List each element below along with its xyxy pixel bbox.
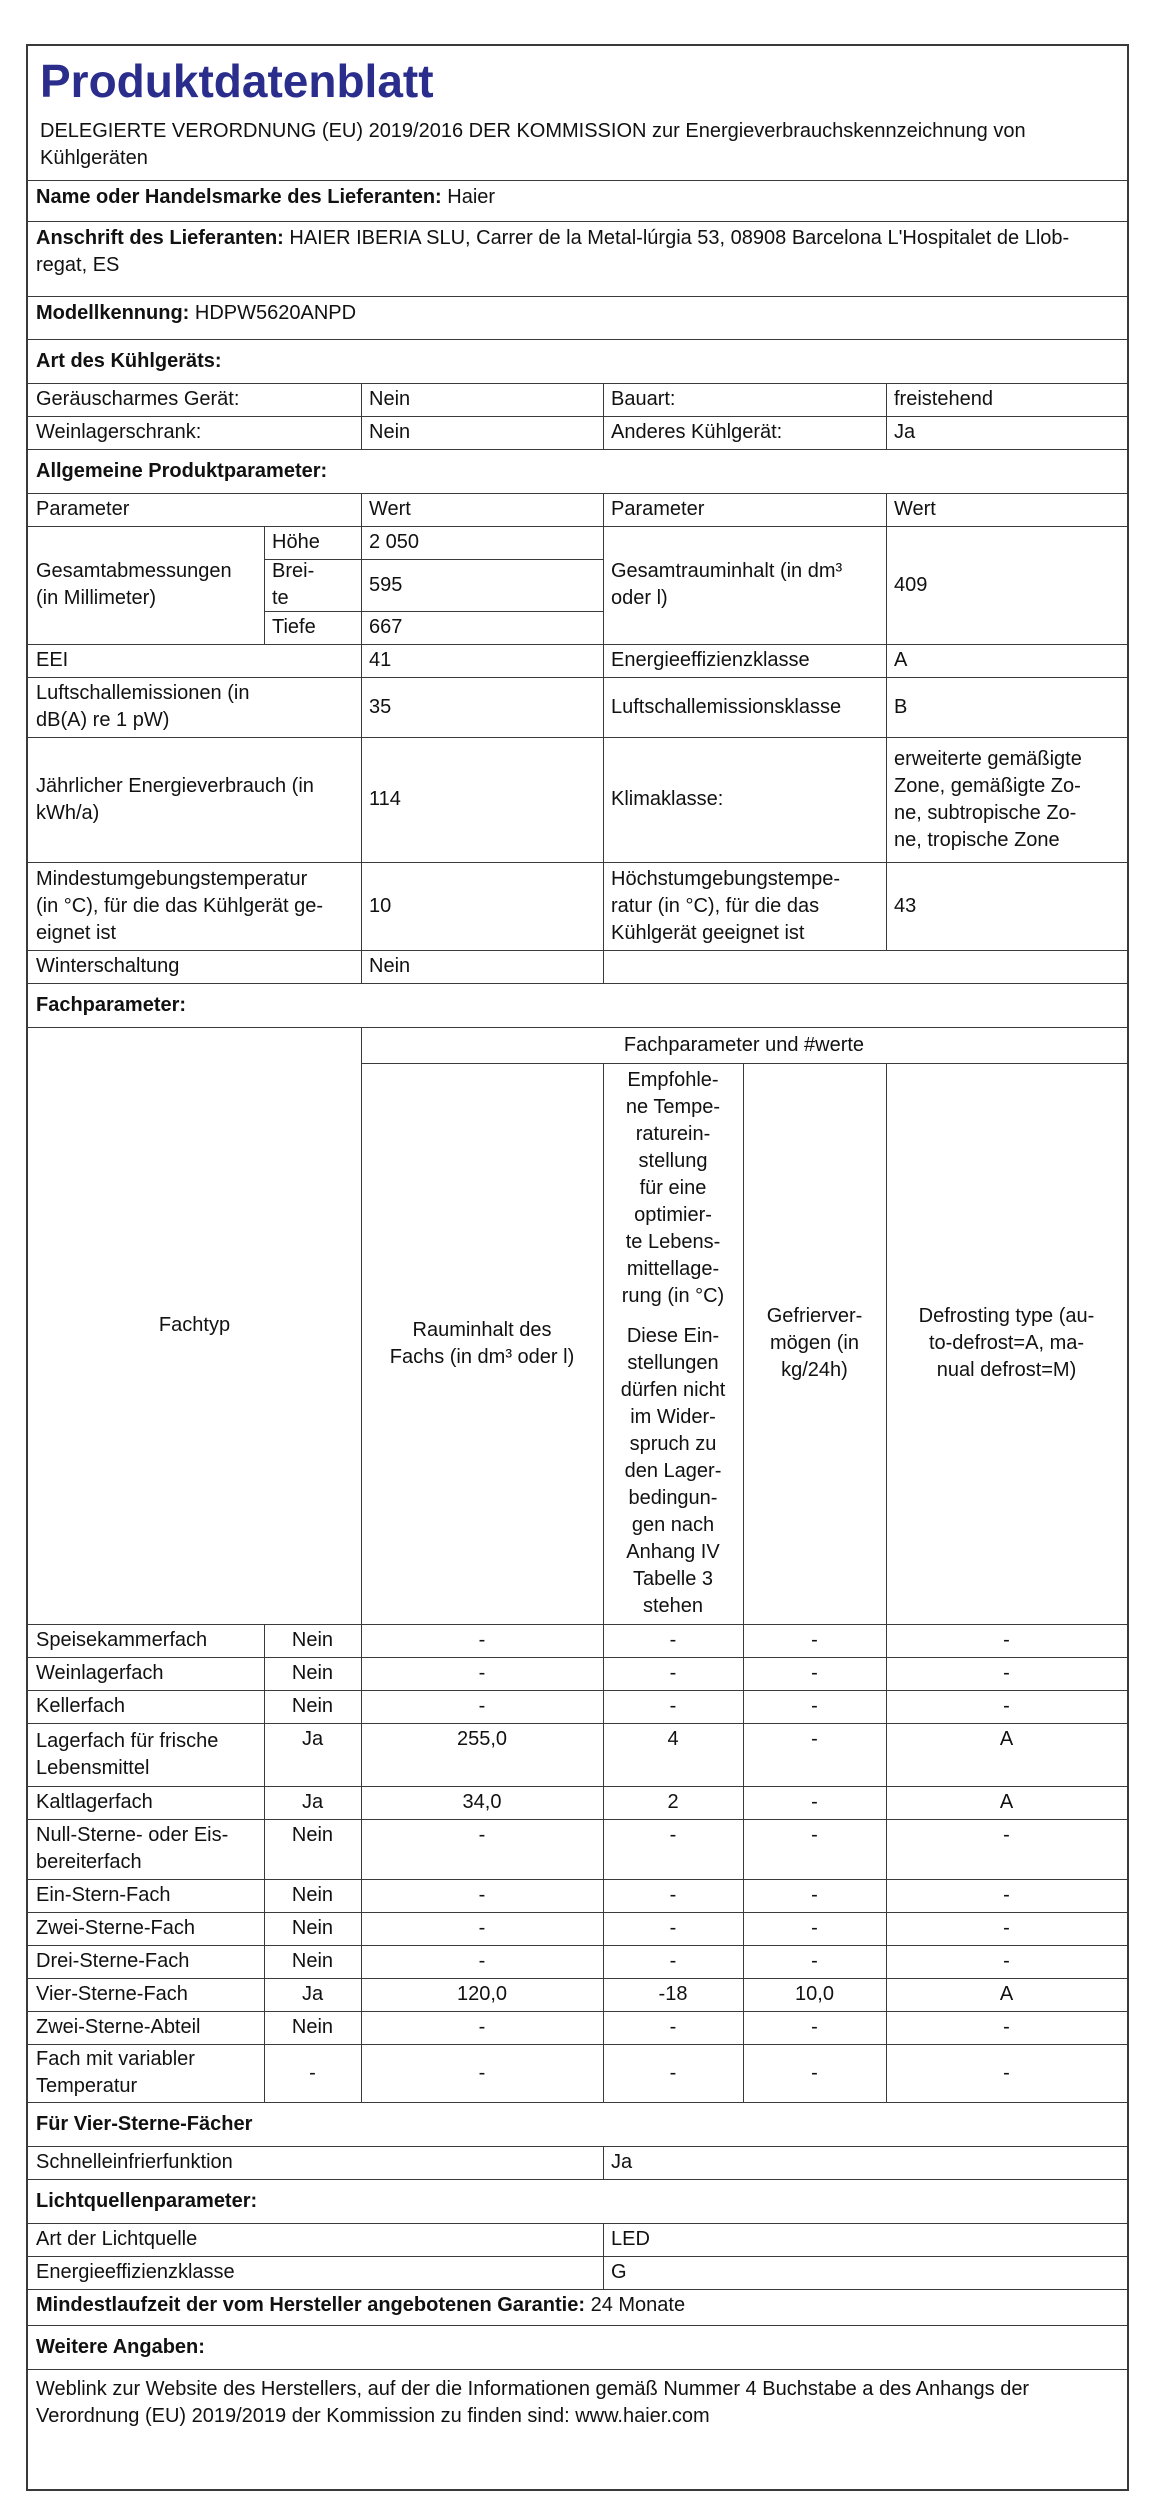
table-rule [361,862,362,950]
table-rule [361,1819,362,1879]
compartment-value: - [1003,2016,1010,2038]
compartment-value: - [478,1950,486,1972]
appliance-type-value: Nein [369,421,411,443]
table-rule [743,1657,744,1690]
appliance-type-value: Ja [894,421,916,443]
dimension-0-value: 2 050 [369,531,420,553]
compartment-value: - [1003,1917,1010,1939]
table-rule [603,2044,604,2102]
table-rule [361,644,362,677]
compartment-value: - [1003,1695,1010,1717]
param-label: Winterschaltung [36,955,180,977]
table-rule [264,1819,265,1879]
table-rule [743,2044,744,2102]
light-source-value: LED [611,2228,650,2250]
table-rule [361,1027,362,1624]
table-rule [361,677,362,737]
compartment-value: - [811,1884,818,1906]
table-rule [264,1786,265,1819]
compartment-value: Nein [291,1884,334,1906]
table-rule [603,1657,604,1690]
compartment-value: Ja [301,1728,324,1750]
compartment-value: 4 [667,1728,679,1750]
compartment-value: - [669,2061,677,2084]
param-value: A [894,649,908,671]
table-rule [361,2011,362,2044]
table-rule [743,1786,744,1819]
compartment-group-header: Fachparameter und #werte [623,1033,865,1056]
compartment-type: Zwei-Sterne-Fach [36,1917,195,1939]
param-label [603,950,886,983]
table-rule [886,1690,887,1723]
param-label: Luftschallemissionen (in dB(A) re 1 pW) [36,682,250,731]
supplier-address-value: HAIER IBERIA SLU, Carrer de la Metal-lúrgia 53, 08908 Barcelona L'Hospitalet de Llob- regat, ES [36,227,1070,276]
model-id-value: HDPW5620ANPD [194,302,357,324]
table-rule [743,1063,744,1624]
col-temp-note: Diese Ein- stellungen dürfen nicht im Wider- spruch zu den Lager- bedingun- gen nach Anhang IV Tabelle 3 stehen [620,1325,726,1617]
param-value: erweiterte gemäßigte Zone, gemäßigte Zo- ne, subtropische Zo- ne, tropische Zone [894,747,1082,851]
compartment-value: 120,0 [456,1983,508,2005]
table-rule [886,1657,887,1690]
param-value: 10 [369,894,392,917]
appliance-type-label: Anderes Kühlgerät: [611,421,783,443]
table-rule [603,416,604,449]
further-info-text: Weblink zur Website des Herstellers, auf der die Informationen gemäß Nummer 4 Buchstabe a des Anhangs der Verordnung (EU) 2019/2019 der Kommission zu finden sind: www.haier.com [36,2378,1030,2427]
compartment-value: - [1003,1629,1010,1651]
compartment-value: - [669,1662,677,1684]
table-rule [264,2011,265,2044]
table-rule [603,1063,604,1624]
compartment-value: - [811,1791,818,1813]
table-rule [264,1879,265,1912]
supplier-name [28,180,1127,221]
compartment-type: Zwei-Sterne-Abteil [36,2016,201,2038]
compartment-value: Nein [291,1917,334,1939]
table-rule [603,2223,604,2256]
table-rule [743,1690,744,1723]
supplier-address [28,221,1127,296]
supplier-name-value: Haier [447,186,496,208]
table-rule [361,1624,362,1657]
param-value: 43 [894,894,917,917]
appliance-type-value: Nein [369,388,411,410]
compartment-value: - [811,2061,818,2084]
appliance-type-value: freistehend [894,388,993,410]
compartment-value: - [1003,2061,1010,2084]
table-rule [886,1063,887,1624]
table-rule [886,677,887,737]
compartment-value: - [669,1884,677,1906]
table-rule [361,493,362,526]
compartment-value: Nein [291,2016,334,2038]
compartment-value: - [669,1695,677,1717]
table-rule [264,1723,265,1786]
compartment-value: Nein [291,1695,334,1717]
compartment-value: - [811,1824,818,1846]
compartment-value: Ja [301,1983,324,2005]
table-rule [886,862,887,950]
param-value: 35 [369,695,392,718]
model-id-label: Modellkennung: [36,302,195,324]
table-rule [361,1879,362,1912]
param-label: Höchstumgebungstempe- ratur (in °C), für die das Kühlgerät geeignet ist [611,867,841,944]
compartment-type: Speisekammerfach [36,1629,208,1651]
table-rule [743,1723,744,1786]
table-rule [886,416,887,449]
compartment-value: - [669,1629,677,1651]
table-rule [361,383,362,416]
page-title: Produktdatenblatt [40,55,434,107]
supplier-address-label: Anschrift des Lieferanten: [36,227,290,249]
dimension-1-label: Brei- te [272,560,315,609]
fast-freeze-label: Schnelleinfrierfunktion [36,2151,233,2173]
table-rule [603,862,604,950]
dimension-2-label: Tiefe [272,616,316,638]
dimension-1-value: 595 [369,573,403,596]
dimension-0-label: Höhe [272,531,320,553]
table-rule [603,1786,604,1819]
table-rule [886,383,887,416]
col-compartment-type: Fachtyp [158,1314,231,1336]
product-data-sheet [26,44,1129,2491]
table-rule [361,1657,362,1690]
table-rule [886,1723,887,1786]
table-rule [743,1819,744,1879]
table-rule [603,1912,604,1945]
compartment-value: Nein [291,1662,334,1684]
compartment-type: Ein-Stern-Fach [36,1884,171,1906]
compartment-type: Kaltlagerfach [36,1791,153,1813]
table-rule [264,1657,265,1690]
light-source-label: Art der Lichtquelle [36,2228,198,2250]
total-volume-label: Gesamtrauminhalt (in dm³ oder l) [611,560,843,609]
regulation-subtitle: DELEGIERTE VERORDNUNG (EU) 2019/2016 DER KOMMISSION zur Energieverbrauchskennzeichnung von Kühlgeräten [40,120,1026,169]
param-value [886,950,1127,983]
light-source-heading: Lichtquellenparameter: [36,2189,258,2212]
param-label: Mindestumgebungstemperatur (in °C), für die das Kühlgerät ge- eignet ist [36,867,324,944]
warranty [28,2289,1127,2325]
table-rule [361,1723,362,1786]
table-rule [886,1912,887,1945]
compartment-value: 255,0 [456,1728,508,1750]
table-rule [886,2011,887,2044]
param-label: EEI [36,649,69,671]
compartment-value: A [999,1983,1014,2005]
compartment-value: - [1003,1824,1010,1846]
table-rule [264,1624,265,1657]
compartment-value: - [669,2016,677,2038]
fast-freeze-value: Ja [611,2151,633,2173]
table-rule [743,2011,744,2044]
compartment-value: Nein [291,1950,334,1972]
further-info-heading: Weitere Angaben: [36,2335,205,2358]
compartment-params-heading: Fachparameter: [36,993,187,1016]
compartment-value: - [669,1917,677,1939]
light-source-value: G [611,2261,627,2283]
table-rule [603,1945,604,1978]
compartment-value: - [478,1917,486,1939]
compartment-value: - [478,1695,486,1717]
col-parameter: Parameter [611,498,705,520]
compartment-value: - [478,1884,486,1906]
table-rule [603,1819,604,1879]
appliance-type-heading: Art des Kühlgeräts: [36,349,222,372]
table-rule [743,1912,744,1945]
table-rule [886,1879,887,1912]
compartment-value: - [811,2016,818,2038]
compartment-value: -18 [658,1983,688,2005]
compartment-value: - [478,2016,486,2038]
compartment-value: - [1003,1884,1010,1906]
col-value: Wert [894,498,936,520]
param-value: 114 [369,788,401,810]
table-rule [886,1624,887,1657]
col-value: Wert [369,498,411,520]
param-label: Jährlicher Energieverbrauch (in kWh/a) [36,774,314,824]
table-rule [264,1690,265,1723]
four-star-heading: Für Vier-Sterne-Fächer [36,2112,253,2135]
compartment-type: Kellerfach [36,1695,125,1717]
compartment-value: - [309,2061,316,2084]
table-rule [264,2044,265,2102]
compartment-type: Drei-Sterne-Fach [36,1950,190,1972]
param-label: Energieeffizienzklasse [611,649,810,671]
table-rule [886,1819,887,1879]
table-rule [886,737,887,862]
compartment-value: 34,0 [462,1791,502,1813]
compartment-type: Weinlagerfach [36,1662,164,1684]
table-rule [603,1690,604,1723]
table-rule [603,950,604,983]
table-rule [886,2044,887,2102]
table-rule [603,737,604,862]
table-rule [361,737,362,862]
table-rule [361,416,362,449]
light-source-label: Energieeffizienzklasse [36,2261,235,2283]
col-defrosting-type: Defrosting type (au- to-defrost=A, ma- nual defrost=M) [918,1305,1095,1381]
table-rule [361,1945,362,1978]
table-rule [603,2011,604,2044]
compartment-value: - [811,1950,818,1972]
total-volume-value: 409 [894,573,928,596]
model-id [28,296,1127,339]
param-value: 41 [369,649,392,671]
compartment-value: - [811,1728,818,1750]
table-rule [886,526,887,644]
compartment-type: Vier-Sterne-Fach [36,1983,188,2005]
table-rule [886,644,887,677]
compartment-value: - [669,1950,677,1972]
col-freezing-capacity: Gefrierver- mögen (in kg/24h) [766,1305,863,1381]
table-rule [361,1912,362,1945]
compartment-value: Ja [301,1791,324,1813]
warranty-label: Mindestlaufzeit der vom Hersteller angebotenen Garantie: [36,2294,591,2316]
table-rule [603,493,604,526]
compartment-type: Fach mit variabler Temperatur [36,2048,195,2097]
table-rule [743,1624,744,1657]
dimension-2-value: 667 [369,616,403,638]
col-recommended-temp: Empfohle- ne Tempe- raturein- stellung für eine optimier- te Lebens- mittellage- rung (in °C) [621,1069,725,1307]
table-rule [264,526,265,644]
table-rule [603,1624,604,1657]
table-rule [361,1978,362,2011]
param-label: Klimaklasse: [611,788,724,810]
param-value: Nein [369,955,411,977]
compartment-value: Nein [291,1824,334,1846]
table-rule [743,1978,744,2011]
table-rule [361,2044,362,2102]
table-rule [603,1978,604,2011]
table-rule [886,1786,887,1819]
table-rule [361,1786,362,1819]
compartment-type: Null-Sterne- oder Eis- bereiterfach [36,1824,229,1873]
table-rule [603,2256,604,2289]
table-rule [264,1978,265,2011]
compartment-value: - [478,1629,486,1651]
table-rule [603,1879,604,1912]
table-rule [743,1945,744,1978]
compartment-value: Nein [291,1629,334,1651]
param-value: B [894,695,908,718]
table-rule [603,1723,604,1786]
table-rule [886,1945,887,1978]
compartment-value: A [999,1728,1014,1750]
table-rule [886,493,887,526]
table-rule [603,677,604,737]
table-rule [743,1879,744,1912]
general-params-heading: Allgemeine Produktparameter: [36,459,328,482]
compartment-value: - [811,1629,818,1651]
table-rule [264,1945,265,1978]
compartment-value: - [811,1662,818,1684]
table-rule [361,526,362,644]
compartment-value: A [999,1791,1014,1813]
compartment-value: 2 [667,1791,679,1813]
appliance-type-label: Bauart: [611,388,676,410]
table-rule [603,383,604,416]
table-rule [603,644,604,677]
supplier-name-label: Name oder Handelsmarke des Lieferanten: [36,186,448,208]
appliance-type-label: Weinlagerschrank: [36,421,202,443]
table-rule [361,950,362,983]
compartment-value: - [478,1662,486,1684]
compartment-value: 10,0 [795,1983,834,2005]
compartment-value: - [478,1824,486,1846]
col-parameter: Parameter [36,498,130,520]
param-label: Luftschallemissionsklasse [611,695,842,718]
compartment-value: - [669,1824,677,1846]
warranty-value: 24 Monate [590,2294,686,2316]
table-rule [603,526,604,644]
table-rule [886,1978,887,2011]
table-rule [603,2146,604,2179]
table-rule [264,1912,265,1945]
col-compartment-volume: Rauminhalt des Fachs (in dm³ oder l) [389,1318,575,1368]
appliance-type-label: Geräuscharmes Gerät: [36,388,240,410]
dimensions-label: Gesamtabmessungen (in Millimeter) [36,560,232,609]
table-rule [361,1690,362,1723]
compartment-value: - [1003,1950,1010,1972]
compartment-value: - [811,1695,818,1717]
compartment-value: - [811,1917,818,1939]
compartment-type: Lagerfach für frische Lebensmittel [36,1729,219,1779]
compartment-value: - [478,2061,486,2084]
compartment-value: - [1003,1662,1010,1684]
